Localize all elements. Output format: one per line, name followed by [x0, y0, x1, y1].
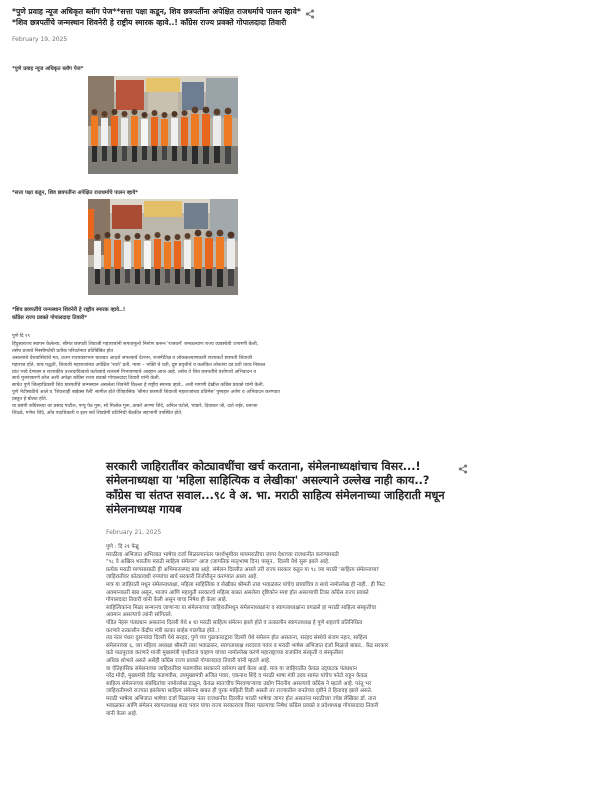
rally-photo-2 [88, 199, 238, 295]
body-line: अधिक शोभले असते असेही काँग्रेस राज्य प्रवक्ते गोपालदादा तिवारी यांनी म्हटले आहे. [106, 657, 271, 664]
body-line: भवाळकर आणि संमेलन स्वागताध्यक्ष शरद पवार यांचा राज्य सरकाराला विसर पडल्याचा निषेध काँग्रेस प्रवक्ते व प्रदेशाध्यक्ष गोपालदादा तिवारी [106, 703, 379, 710]
body-line: या ऐतिहासिक संमेलनाच्या जाहिरातींवर फडणवीस सरकारने वारेमाप खर्च केला आहे. मात्र या जाहिरातींत केवळ उद्‌घाटक पंतप्रधान [106, 665, 357, 672]
post-date: February 19, 2025 [12, 36, 68, 43]
body-line: महाराज होते. याच पद्धती, शिवाजी महाराजांच्या अपेक्षित 'रयते' प्रती, न्याय – भक्ति चे प्रती, दुष्ट प्रवृत्तीचे व कलंकित लोकांना दंड प्रती त्याच निकाल [12, 362, 266, 368]
body-line: सार्थ मुजराकरणे ठरेल अशी अपेक्षा काँग्रेस राज्य प्रवक्ते गोपालदादा तिवारी यांनी केली. [12, 376, 161, 382]
rally-photo-1 [88, 76, 238, 174]
body-line: करणारे तत्कालीन केंद्रीय मंत्री काका साहेब गाडगीळ होते..! [106, 627, 220, 634]
post-body [106, 544, 482, 719]
body-line: पंडित नेहरू पंतप्रधान असतांना दिल्ली येथे ४ था मराठी साहित्य संमेलन झाले होते व तत्कालीन स्वागताध्यक्ष हे पुणे शहराचे प्रतिनिधित्व [106, 619, 363, 626]
post-body [12, 334, 334, 418]
body-line: साहित्यिकांना मिळा सन्मानच जाणाऱ्या या संमेलनाच्या जाहिरातीमधून संमेलनाध्यक्षांना व स्वागताध्यक्षांना वगळले हा मराठी साहित्य संस्कृतीचा [106, 604, 377, 611]
body-line: साधेत पुणे जिल्हाधिकारी शिव छत्रपतींचे जन्मस्थान असलेला शिवनेरी किल्ला हे राष्ट्रीय स्मारक व्हावे.. अशी मागणी देखील काँग्रेस प्रवक्ते यांनी केली. [12, 383, 265, 389]
body-line: नरेंद्र मोदी, मुख्यमंत्री देवेंद्र फडणवीस, उपमुख्यमंत्री अजित पवार, एकनाथ शिंदे व मराठी भाषा मंत्री उदय सामंत यांचेच फोटो राहून केवळ [106, 673, 368, 680]
body-line: पुणे भेटीसाठीचे आले व 'शिवशाही बाईक्स रॅली' सामील होते ऐतिहासिक 'श्रीमंत छत्रपती शिवाजी महाराजांच्या प्रतिमेस' पुष्पहार अर्पण व अभिवादन करण्यात [12, 390, 280, 396]
caption: *पुणे प्रवाह न्यूज अधिकृत ब्लॉग पेज* [12, 66, 84, 72]
body-line: अवमान असल्याचे त्यांनी सांगितले. [106, 612, 173, 619]
caption: *सत्ता पक्षा कडून, शिव छत्रपतींना अपेक्षित राजधर्माचे पालन व्हावे* [12, 190, 138, 196]
caption: *शिव छत्रपतींचे जन्मस्थान शिवनेरी हे राष्ट्रीय स्मारक व्हावे..! [12, 307, 126, 313]
dateline: पुणे दि १९ [12, 334, 31, 339]
body-line: संमेलनाच्या ६, व्या महिला अध्यक्षा श्रीमती तारा भवाळकर, स्वागताध्यक्ष शरदराव पवार व मराठी भाषेस अभिजात दर्जा मिळाले बाबत.. केंद्र सरकार [106, 642, 389, 649]
body-line: गोपालदादा तिवारी यांनी केली असून याचा निषेध ही केला आहे. [106, 597, 228, 604]
body-line: मात्र या जाहिराती मधून संमेलनाध्यक्षा, महिला साहित्यिक व लेखीका श्रीमती तारा भवाळकर यांचेच छायाचित्र व साधे नामोल्लेख ही नाही.. ही फिट [106, 581, 385, 588]
caption: काँग्रेस राज्य प्रवक्ते गोपालदादा तिवारी* [12, 315, 87, 321]
body-line: जाहिरातीमध्ये राज्यात झालेल्या साहित्य संमेलना बाबत ही पूरक माहिती दिली असती तर राज्यातील जनतेच्या दृष्टीने ते हितावह झाले असते. [106, 688, 373, 695]
body-line: प्रांत भावे देण्यास व राज्यकीय उत्तरदायित्वाचे कर्तव्यांचे राजधर्म निभावण्याचे आव्हान आज आहे. तसेच ते शिव छत्रपतींचे यशोगाथे अभिवादन व [12, 369, 257, 375]
body-line: प्रत्येक मराठी माणसासाठी ही अभिमानास्पद बाब आहे. संमेलन दिल्लीत असले तरी राज्य सरकार कडून या ९८ व्या मराठी 'साहित्य संमेलनाच्या' [106, 566, 380, 573]
body-line: प्रस्तुत हे बोलत होते. [12, 397, 48, 403]
share-icon[interactable] [458, 464, 468, 474]
body-line: यांनी केला आहे. [106, 711, 138, 718]
body-line: हिंदुस्वराज्य स्थापन केलेल्या, श्रीमंत छत्रपती शिवाजी महाराजांनी समतामूल्ये निर्माण करून 'राजधर्म' जनकल्याण राज्य व्यवस्थेची उभारणी केली, [12, 341, 259, 347]
body-line: "९८ वे अखिल भारतीय मराठी साहित्य संमेलन" आज (जागतिक मातृभाषा दिन) पासून.. दिल्ली येथे सुरू झाले आहे. [106, 559, 330, 566]
body-line: अवमानकारी बाब असून, भाजप आणि महायुती सरकारचे महिला बाबत असलेला दृष्टिकोन स्पष्ट होत असल्याची टिका काँग्रेस राज्य प्रवक्ते [106, 589, 369, 596]
share-icon[interactable] [305, 9, 315, 19]
post-date: February 21, 2025 [106, 529, 162, 537]
dateline: पुणे : दि २१ फेब्रु [106, 544, 139, 550]
body-line: कडे पाठपुरावा करणारे माजी मुख्यमंत्री पृथ्वीराज चव्हाण यांच्या नामोल्लेख करणे महाराष्ट्राच्या राजकीय संस्कृती व संस्कृतीला [106, 650, 344, 657]
body-line: मराठीला अभिजात अभिजात भाषेचा दर्जा मिळाल्यानंतर पार्श्वभूमीवर मायमराठीचा जागर देशाच्या राजधानीत करण्यासाठी [106, 551, 339, 558]
post-title[interactable]: *पुणे प्रवाह न्यूज अधिकृत ब्लॉग पेज**सत्ता पक्षा कडून, शिव छत्रपतींना अपेक्षित राजधर्माचे पालन व्हावे* *शिव छत्रपतींचे जन्मस्थान शिवनेरी हे राष्ट्रीय स्मारक व्हावे..! काँग्रेस राज्य प्रवक्ते गोपालदादा तिवारी [12, 7, 301, 27]
body-line: तसेच प्रजाचे निस्सीमतेची प्रतीक परिवर्तनात प्रतिबिंबित होत [12, 348, 114, 354]
blog-post-1 [12, 6, 322, 43]
body-line: मराठी भाषेला अभिजात भाषेचा दर्जा मिळाल्या नंतर राजधानीत दिल्लीत मराठी भाषेचा जागर होत असतांना मराठीच्या ज्येष्ठ लेखिका डॉ. तारा [106, 695, 377, 702]
body-line: या प्रसंगी काँग्रेसच्या वर प्रसाद पाटील, पप्पू पेठ गुरू, सो मिलोल गुरू, ठाकरे अण्णा शिंदे, अनिल पटोले, भांडारे, दिवाकर जो, दाते राईर, धनाजा [12, 404, 258, 410]
body-line: असल्याचे देशवासियांचे मत, उत्तम राज्यकारभार चालवत आदर्श जपल्याचे देशभर, राजनीतिज्ञ व लोककल्याणकारी राज्यकर्ते छत्रपती शिवाजी [12, 355, 252, 361]
body-line: त्या नंतर पंधरा दुसऱ्यांदा दिल्ली येथे सरहद, पुणे च्या पुढाकाराद्वारा दिल्ली येथे संमेलन होत असताना, सरहद संस्थेचे संजय नहार, साहित्य [106, 635, 368, 642]
body-line: शिंदळे, गणेश शिंदे, ओंड पदाधिकारी व इतर सर्व शिवप्रेमी प्रतिनिधी बैठकीत सहभागी उपस्थित होते. [12, 410, 183, 416]
body-line: जाहिरातीवर कोट्यावधी रुपयांचा खर्च सरकारी तिजोरीतून करण्यात आला आहे. [106, 574, 258, 581]
body-line: साहित्य संमेलनाच्या संबंधितांचा नामोल्लेख टाळून, केवळ स्वतःचीच मिरवणाऱ्याचा उद्योग निंदनीय असल्याचे काँग्रेस ने म्हटले आहे. परंतु भर [106, 680, 372, 687]
blog-post-2 [106, 460, 476, 536]
post-title[interactable]: सरकारी जाहिरातींवर कोट्यावधींचा खर्च करताना, संमेलनाध्यक्षांचाच विसर...! संमेलनाध्यक्षा या 'महिला साहित्यिक व लेखीका' असल्याने उल्लेख नाही काय..?काँग्रेस चा संतप्त सवाल...९८ वे अ. भा. मराठी साहित्य संमेलनाच्या जाहिराती मधून संमेलनाध्यक्ष गायब [106, 460, 445, 516]
